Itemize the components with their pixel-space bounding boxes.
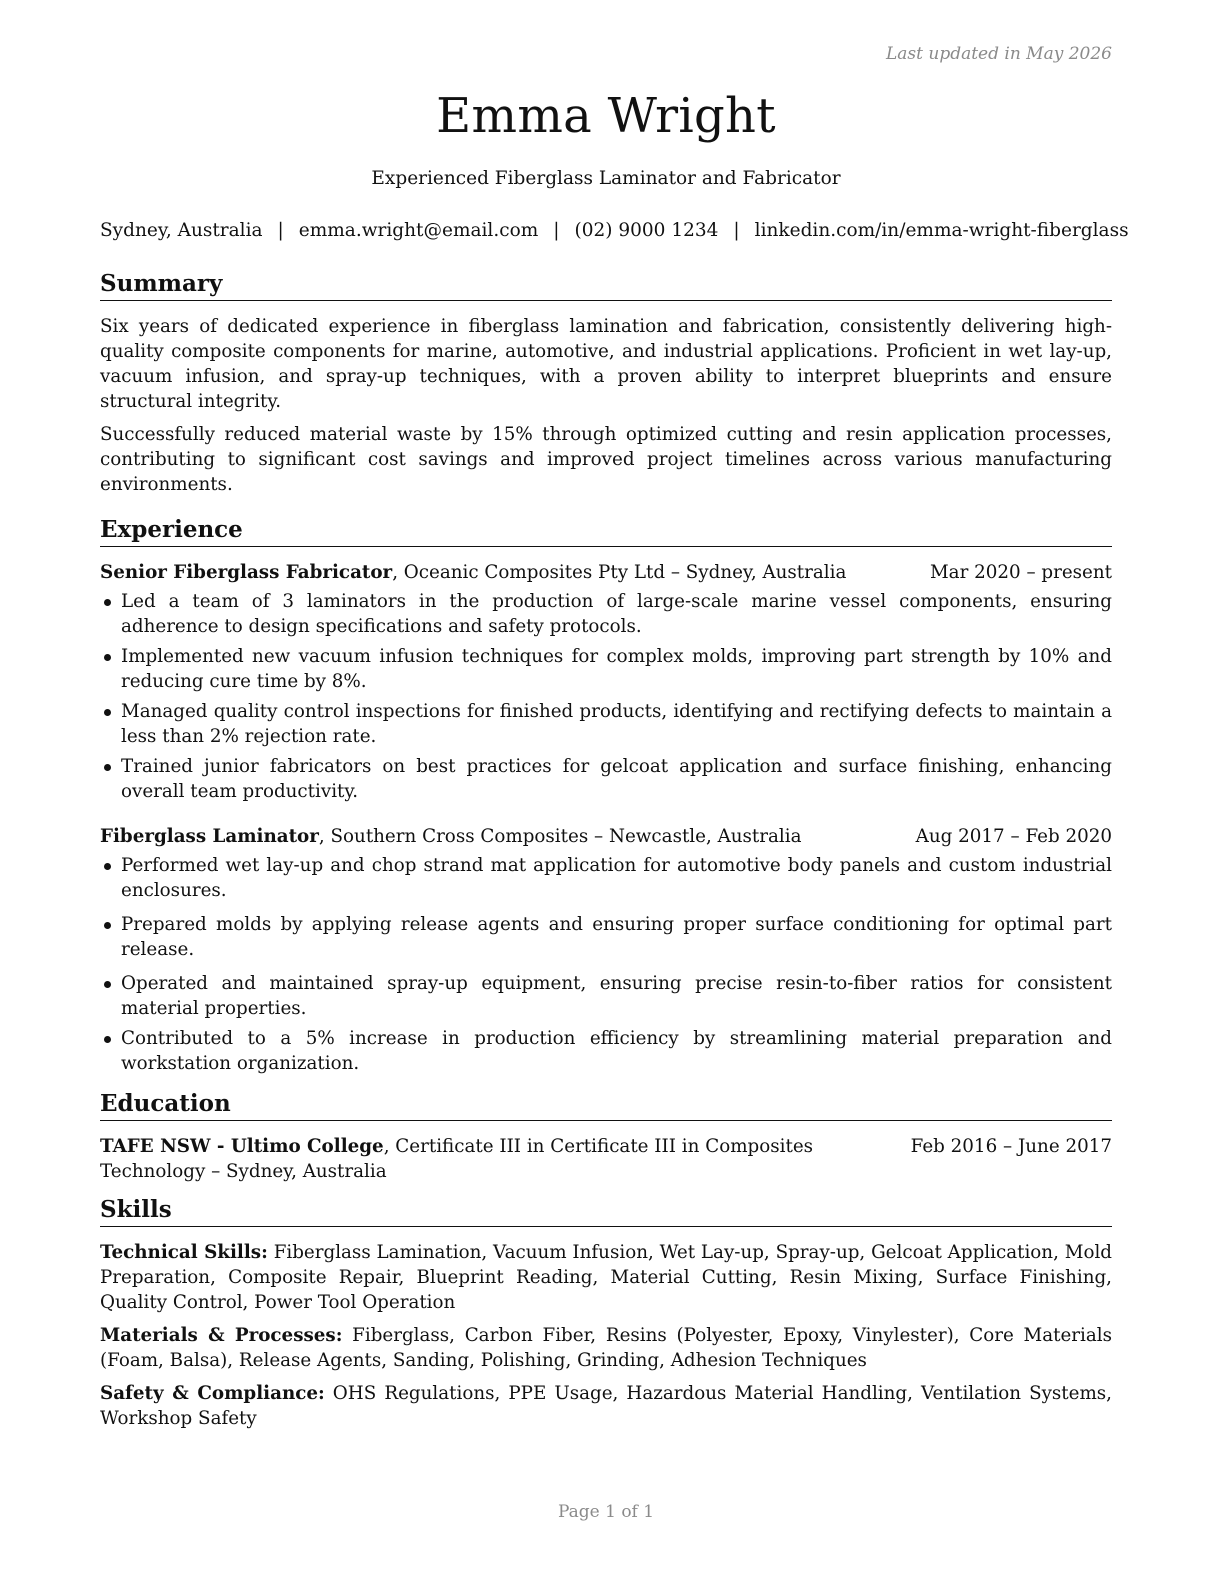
contact-location: Sydney, Australia bbox=[100, 220, 263, 241]
summary-paragraph: Six years of dedicated experience in fiberglass lamination and fabrication, consistently delivering high-quality composite components for marine, automotive, and industrial applications. Proficient in wet lay-up, vacuum infusion, and spray-up techniques, with a proven ability to interpret blueprints and ensure structural integrity. bbox=[100, 316, 1112, 412]
summary-paragraph: Successfully reduced material waste by 15% through optimized cutting and resin application processes, contributing to significant cost savings and improved project timelines across various manufacturing environments. bbox=[100, 424, 1112, 495]
job-role: Fiberglass Laminator bbox=[100, 826, 319, 847]
job-bullets bbox=[100, 589, 1112, 804]
job-bullet: Operated and maintained spray-up equipment, ensuring precise resin-to-fiber ratios for consistent material properties. bbox=[100, 971, 1112, 1021]
skill-group bbox=[100, 1381, 1112, 1431]
tagline: Experienced Fiberglass Laminator and Fabricator bbox=[371, 168, 841, 189]
job-role: Senior Fiberglass Fabricator bbox=[100, 562, 393, 583]
candidate-name: Emma Wright bbox=[436, 88, 776, 144]
job-bullet: Managed quality control inspections for finished products, identifying and rectifying defects to maintain a less than 2% rejection rate. bbox=[100, 699, 1112, 749]
skill-group bbox=[100, 1240, 1112, 1315]
resume-content bbox=[100, 270, 1112, 1450]
job-bullet: Contributed to a 5% increase in production efficiency by streamlining material preparation and workstation organization. bbox=[100, 1026, 1112, 1076]
education-dates: Feb 2016 – June 2017 bbox=[910, 1136, 1112, 1157]
job-dates: Aug 2017 – Feb 2020 bbox=[915, 826, 1112, 847]
job-bullet: Prepared molds by applying release agents and ensuring proper surface conditioning for optimal part release. bbox=[100, 912, 1112, 962]
summary-section bbox=[100, 270, 1112, 497]
job-header bbox=[100, 824, 1112, 849]
job-header bbox=[100, 560, 1112, 585]
job-bullet: Led a team of 3 laminators in the production of large-scale marine vessel components, ensuring adherence to design specifications and safety protocols. bbox=[100, 589, 1112, 639]
section-title-summary: Summary bbox=[100, 270, 1112, 301]
education-entry bbox=[100, 1134, 1112, 1184]
job-company: , Southern Cross Composites – Newcastle, Australia bbox=[318, 826, 802, 847]
page-number: Page 1 of 1 bbox=[557, 1502, 655, 1522]
last-updated: Last updated in May 2026 bbox=[885, 44, 1112, 64]
skill-text: OHS Regulations, PPE Usage, Hazardous Material Handling, Ventilation Systems, Workshop Safety bbox=[100, 1383, 1112, 1429]
contact-separator: | bbox=[733, 220, 740, 241]
skill-text: Fiberglass Lamination, Vacuum Infusion, Wet Lay-up, Spray-up, Gelcoat Application, Mold Preparation, Composite Repair, Blueprint Reading, Material Cutting, Resin Mixing, Surface Finishing, Quality Control, Power Tool Operation bbox=[100, 1242, 1113, 1313]
contact-separator: | bbox=[277, 220, 284, 241]
contact-phone: (02) 9000 1234 bbox=[574, 220, 719, 241]
section-title-education: Education bbox=[100, 1090, 1112, 1121]
section-title-skills: Skills bbox=[100, 1196, 1112, 1227]
job-company: , Oceanic Composites Pty Ltd – Sydney, Australia bbox=[392, 562, 847, 583]
contact-linkedin[interactable]: linkedin.com/in/emma-wright-fiberglass bbox=[754, 220, 1129, 241]
skill-group bbox=[100, 1323, 1112, 1373]
contact-email[interactable]: emma.wright@email.com bbox=[298, 220, 539, 241]
experience-section bbox=[100, 516, 1112, 1076]
education-school: TAFE NSW - Ultimo College bbox=[100, 1136, 384, 1157]
skills-section bbox=[100, 1196, 1112, 1431]
job-bullet: Performed wet lay-up and chop strand mat application for automotive body panels and custom industrial enclosures. bbox=[100, 853, 1112, 903]
skill-label: Materials & Processes: bbox=[100, 1325, 343, 1346]
education-section bbox=[100, 1090, 1112, 1184]
contact-separator: | bbox=[553, 220, 560, 241]
skill-text: Fiberglass, Carbon Fiber, Resins (Polyester, Epoxy, Vinylester), Core Materials (Foam, Balsa), Release Agents, Sanding, Polishing, Grinding, Adhesion Techniques bbox=[100, 1325, 1112, 1371]
resume-page bbox=[100, 0, 1129, 1584]
job-dates: Mar 2020 – present bbox=[929, 562, 1112, 583]
education-details: , Certificate III in Certificate III in Composites Technology – Sydney, Australia bbox=[100, 1136, 814, 1182]
job-bullet: Implemented new vacuum infusion techniques for complex molds, improving part strength by 10% and reducing cure time by 8%. bbox=[100, 644, 1112, 694]
job-bullet: Trained junior fabricators on best practices for gelcoat application and surface finishing, enhancing overall team productivity. bbox=[100, 754, 1112, 804]
skill-label: Technical Skills: bbox=[100, 1242, 268, 1263]
skill-label: Safety & Compliance: bbox=[100, 1383, 325, 1404]
job-bullets bbox=[100, 853, 1112, 1076]
section-title-experience: Experience bbox=[100, 516, 1112, 547]
contact-line bbox=[100, 220, 1129, 241]
